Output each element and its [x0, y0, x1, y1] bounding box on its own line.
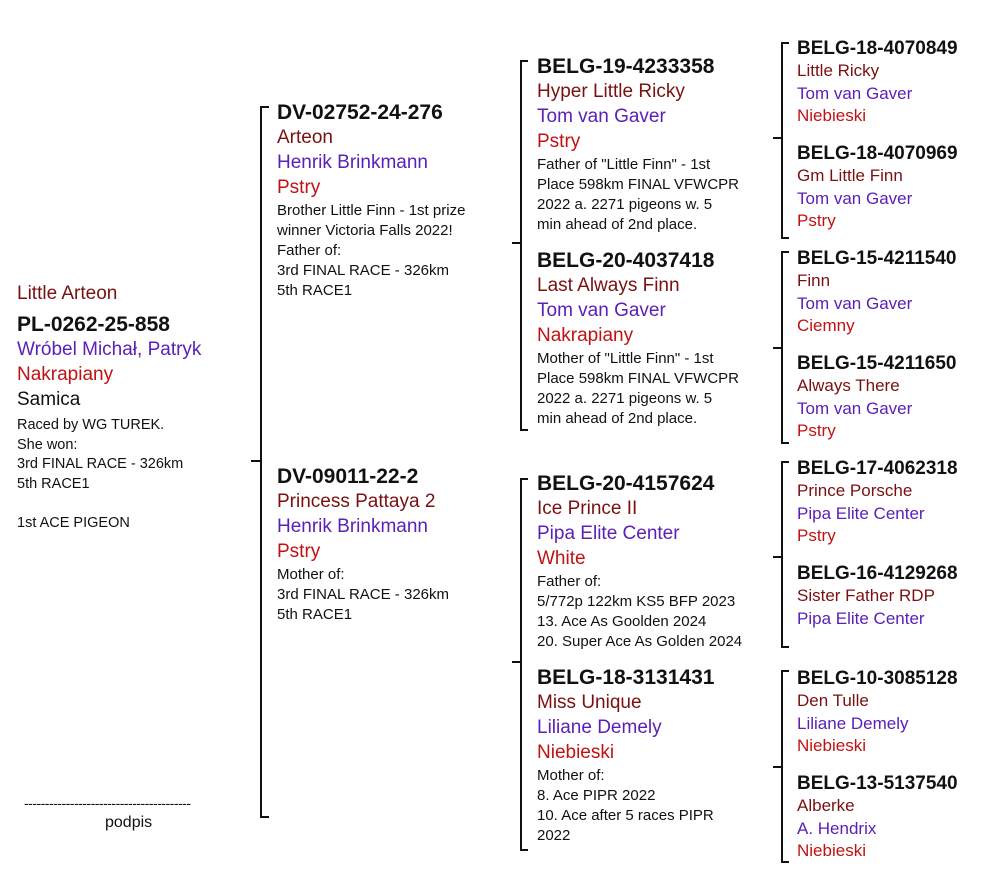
bracket-father-side	[520, 60, 522, 430]
mmm-card	[797, 772, 997, 863]
bracket-mm-top	[781, 670, 789, 672]
ffm-ring: BELG-18-4070969	[797, 143, 958, 164]
fmm-ring: BELG-15-4211650	[797, 353, 957, 374]
bracket-fm-top	[781, 251, 789, 253]
mmf-card	[797, 667, 997, 758]
father-note: Brother Little Finn - 1st prize winner Victoria Falls 2022! Father of: 3rd FINAL RACE - 326km 5th RACE1	[277, 202, 466, 299]
mother-note: Mother of: 3rd FINAL RACE - 326km 5th RACE1	[277, 566, 449, 623]
mmf-owner: Liliane Demely	[797, 713, 909, 733]
fm-owner: Tom van Gaver	[537, 300, 666, 321]
mother-card	[277, 464, 507, 625]
ffm-color: Pstry	[797, 211, 836, 230]
ff-name: Hyper Little Ricky	[537, 81, 685, 102]
mm-note: Mother of: 8. Ace PIPR 2022 10. Ace after 5 races PIPR 2022	[537, 767, 714, 844]
bracket-mf-top	[781, 461, 789, 463]
fmf-color: Ciemny	[797, 316, 855, 335]
bracket-parents-bottom-tick	[260, 816, 269, 818]
ffm-name: Gm Little Finn	[797, 166, 903, 185]
bracket-father-top-tick	[520, 60, 528, 62]
mmm-ring: BELG-13-5137540	[797, 773, 958, 794]
signature-label: podpis	[105, 814, 153, 831]
mff-ring: BELG-17-4062318	[797, 458, 958, 479]
mmf-ring: BELG-10-3085128	[797, 668, 958, 689]
mmm-owner: A. Hendrix	[797, 818, 877, 838]
fmf-card	[797, 247, 997, 338]
mmm-color: Niebieski	[797, 841, 866, 860]
ffm-card	[797, 142, 997, 233]
fmm-name: Always There	[797, 376, 900, 395]
father-ring: DV-02752-24-276	[277, 101, 443, 124]
bracket-father-stem	[512, 242, 520, 244]
mm-name: Miss Unique	[537, 692, 642, 713]
fff-color: Niebieski	[797, 106, 866, 125]
subject-name: Little Arteon	[17, 283, 118, 304]
mother-name: Princess Pattaya 2	[277, 491, 436, 512]
bracket-fm-stem	[773, 347, 781, 349]
subject-card	[17, 281, 257, 533]
mother-owner: Henrik Brinkmann	[277, 516, 428, 537]
bracket-mf-bottom	[781, 646, 789, 648]
mm-owner: Liliane Demely	[537, 717, 662, 738]
mmf-color: Niebieski	[797, 736, 866, 755]
mm-card	[537, 665, 772, 846]
mmf-name: Den Tulle	[797, 691, 869, 710]
signature-line: ----------------------------------------	[24, 795, 191, 811]
mf-card	[537, 471, 772, 652]
mf-color: White	[537, 548, 586, 569]
fmf-owner: Tom van Gaver	[797, 293, 913, 313]
bracket-mf-stem	[773, 556, 781, 558]
fm-note: Mother of "Little Finn" - 1st Place 598km FINAL VFWCPR 2022 a. 2271 pigeons w. 5 min ahead of 2nd place.	[537, 350, 739, 427]
bracket-ff	[781, 42, 783, 238]
ff-card	[537, 54, 772, 235]
bracket-mother-bottom-tick	[520, 849, 528, 851]
mfm-ring: BELG-16-4129268	[797, 563, 958, 584]
fm-name: Last Always Finn	[537, 275, 680, 296]
fm-card	[537, 248, 772, 429]
mf-ring: BELG-20-4157624	[537, 472, 715, 495]
bracket-mm-bottom	[781, 861, 789, 863]
bracket-fm-bottom	[781, 442, 789, 444]
mfm-name: Sister Father RDP	[797, 586, 935, 605]
mmm-name: Alberke	[797, 796, 855, 815]
bracket-ff-stem	[773, 137, 781, 139]
subject-ring: PL-0262-25-858	[17, 313, 170, 336]
bracket-mother-side	[520, 478, 522, 850]
fmf-name: Finn	[797, 271, 831, 290]
mother-ring: DV-09011-22-2	[277, 465, 419, 488]
bracket-fm	[781, 251, 783, 443]
mff-card	[797, 457, 997, 548]
subject-note: Raced by WG TUREK. She won: 3rd FINAL RACE - 326km 5th RACE1 1st ACE PIGEON	[17, 417, 184, 531]
bracket-mother-top-tick	[520, 478, 528, 480]
fmm-owner: Tom van Gaver	[797, 398, 913, 418]
ff-owner: Tom van Gaver	[537, 106, 666, 127]
father-color: Pstry	[277, 177, 321, 198]
fmf-ring: BELG-15-4211540	[797, 248, 957, 269]
mf-owner: Pipa Elite Center	[537, 523, 680, 544]
ff-note: Father of "Little Finn" - 1st Place 598km FINAL VFWCPR 2022 a. 2271 pigeons w. 5 min ahead of 2nd place.	[537, 156, 739, 233]
bracket-ff-bottom	[781, 237, 789, 239]
mff-color: Pstry	[797, 526, 836, 545]
mf-name: Ice Prince II	[537, 498, 638, 519]
mff-name: Prince Porsche	[797, 481, 913, 500]
mm-ring: BELG-18-3131431	[537, 666, 715, 689]
bracket-mm	[781, 670, 783, 862]
mm-color: Niebieski	[537, 742, 615, 763]
fff-ring: BELG-18-4070849	[797, 38, 958, 59]
ff-color: Pstry	[537, 131, 581, 152]
bracket-mother-stem	[512, 661, 520, 663]
bracket-father-bottom-tick	[520, 429, 528, 431]
bracket-parents-top-tick	[260, 106, 269, 108]
subject-owner: Wróbel Michał, Patryk	[17, 339, 202, 360]
fff-name: Little Ricky	[797, 61, 880, 80]
father-owner: Henrik Brinkmann	[277, 152, 428, 173]
bracket-parents-stem	[251, 460, 260, 462]
subject-color: Nakrapiany	[17, 364, 114, 385]
fmm-card	[797, 352, 997, 443]
father-name: Arteon	[277, 127, 333, 148]
mfm-card	[797, 562, 997, 630]
subject-sex: Samica	[17, 389, 81, 410]
father-card	[277, 100, 507, 301]
fff-owner: Tom van Gaver	[797, 83, 913, 103]
ffm-owner: Tom van Gaver	[797, 188, 913, 208]
fm-ring: BELG-20-4037418	[537, 249, 715, 272]
fm-color: Nakrapiany	[537, 325, 634, 346]
mfm-owner: Pipa Elite Center	[797, 608, 925, 628]
ff-ring: BELG-19-4233358	[537, 55, 715, 78]
fmm-color: Pstry	[797, 421, 836, 440]
mother-color: Pstry	[277, 541, 321, 562]
mf-note: Father of: 5/772p 122km KS5 BFP 2023 13. Ace As Goolden 2024 20. Super Ace As Golden 2024	[537, 573, 743, 650]
bracket-mm-stem	[773, 766, 781, 768]
bracket-mf	[781, 461, 783, 647]
fff-card	[797, 37, 997, 128]
bracket-ff-top	[781, 42, 789, 44]
bracket-parents	[260, 106, 262, 817]
mff-owner: Pipa Elite Center	[797, 503, 925, 523]
